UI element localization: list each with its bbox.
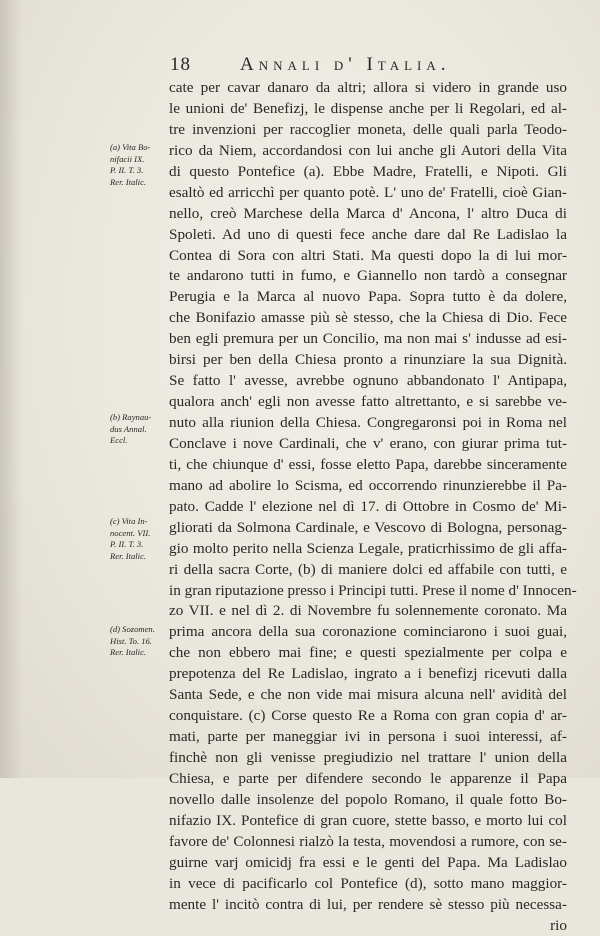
body-text bbox=[169, 78, 567, 936]
margin-note-line: (a) Vita Bo- bbox=[110, 142, 172, 154]
text-line: Conclave i nove Cardinali, che v' erano, con giurar prima tut- bbox=[169, 434, 567, 455]
text-line: Chiesa, e parte per difendere secondo le apparenze il Papa bbox=[169, 769, 567, 790]
text-line: rico da Niem, accordandosi con lui anche gli Autori della Vita bbox=[169, 141, 567, 162]
text-line: in vece di pacificarlo col Pontefice (d), sotto mano maggior- bbox=[169, 874, 567, 895]
text-line: cate per cavar danaro da altri; allora si videro in grande uso bbox=[169, 78, 567, 99]
margin-note-line: dus Annal. bbox=[110, 424, 172, 436]
margin-note-line: Rer. Italic. bbox=[110, 551, 172, 563]
text-line: che non ebbero mai fine; e questi spezialmente per colpa e bbox=[169, 643, 567, 664]
text-line: birsi per ben della Chiesa pronto a rinunziare la sua Dignità. bbox=[169, 350, 567, 371]
margin-note-b bbox=[110, 412, 172, 447]
text-line: mati, parte per maneggiar ivi in persona i suoi interessi, af- bbox=[169, 727, 567, 748]
text-line: che Bonifazio amasse più sè stesso, che la Chiesa di Dio. Fece bbox=[169, 308, 567, 329]
margin-note-line: (b) Raynau- bbox=[110, 412, 172, 424]
text-line: mente l' incitò contra di lui, per rendere sè stesso più necessa- bbox=[169, 895, 567, 916]
text-line: qualora anch' egli non avesse fatto altrettanto, e si sarebbe ve- bbox=[169, 392, 567, 413]
text-line: te andarono tutti in fumo, e Giannello non tardò a consegnar bbox=[169, 266, 567, 287]
text-line: nuto alla riunion della Chiesa. Congregaronsi poi in Roma nel bbox=[169, 413, 567, 434]
page-title: Annali d' Italia. bbox=[240, 54, 451, 76]
text-line: ti, che chiunque d' essi, fosse eletto Papa, darebbe sinceramente bbox=[169, 455, 567, 476]
margin-note-c bbox=[110, 516, 172, 562]
text-line: ben egli premura per un Concilio, ma non mai s' indusse ad esi- bbox=[169, 329, 567, 350]
text-line: Spoleti. Ad uno di questi fece anche dare dal Re Ladislao la bbox=[169, 225, 567, 246]
margin-note-line: P. II. T. 3. bbox=[110, 539, 172, 551]
text-line: pato. Cadde l' elezione nel dì 17. di Ottobre in Cosmo de' Mi- bbox=[169, 497, 567, 518]
text-line: in gran riputazione presso i Principi tutti. Prese il nome d' Innocen- bbox=[169, 581, 567, 602]
text-line: mano ad abolire lo Scisma, ed occorrendo rinunzierebbe il Pa- bbox=[169, 476, 567, 497]
catchword: rio bbox=[169, 916, 567, 936]
text-line: ri della sacra Corte, (b) di maniere dolci ed affabile con tutti, e bbox=[169, 560, 567, 581]
text-line: tre invenzioni per raccoglier moneta, delle quali parla Teodo- bbox=[169, 120, 567, 141]
margin-note-line: nocent. VII. bbox=[110, 528, 172, 540]
text-line: guirne varj omicidj fra essi e le genti del Papa. Ma Ladislao bbox=[169, 853, 567, 874]
margin-note-line: Rer. Italic. bbox=[110, 647, 172, 659]
text-line: prepotenza del Re Ladislao, ingrato a i benefizj ricevuti dalla bbox=[169, 664, 567, 685]
text-line: Se fatto l' avesse, avrebbe ognuno abbandonato l' Antipapa, bbox=[169, 371, 567, 392]
text-line: Contea di Sora con altri Stati. Ma questi dopo la di lui mor- bbox=[169, 246, 567, 267]
text-line: novello dalle insolenze del popolo Romano, il quale fotto Bo- bbox=[169, 790, 567, 811]
text-line: Perugia e la Marca al nuovo Papa. Sopra tutto è da dolere, bbox=[169, 287, 567, 308]
margin-note-line: Eccl. bbox=[110, 435, 172, 447]
margin-note-d bbox=[110, 624, 172, 659]
running-head bbox=[170, 54, 570, 80]
margin-note-line: (d) Sozomen. bbox=[110, 624, 172, 636]
text-line: Santa Sede, e che non vide mai misura alcuna nell' avidità del bbox=[169, 685, 567, 706]
text-line: nello, creò Marchese della Marca d' Ancona, l' altro Duca di bbox=[169, 204, 567, 225]
margin-note-a bbox=[110, 142, 172, 188]
margin-note-line: nifacii IX. bbox=[110, 154, 172, 166]
margin-note-line: P. II. T. 3. bbox=[110, 165, 172, 177]
text-line: nifazio IX. Pontefice di gran cuore, stette basso, e morto lui col bbox=[169, 811, 567, 832]
text-line: finchè non gli venisse pregiudizio nel trattare l' union della bbox=[169, 748, 567, 769]
text-line: prima ancora della sua coronazione cominciarono i suoi guai, bbox=[169, 622, 567, 643]
text-line: di questo Pontefice (a). Ebbe Madre, Fratelli, e Nipoti. Gli bbox=[169, 162, 567, 183]
text-line: gliorati da Solmona Cardinale, e Vescovo di Bologna, personag- bbox=[169, 518, 567, 539]
text-line: esaltò ed arricchì per quanto potè. L' uno de' Fratelli, cioè Gian- bbox=[169, 183, 567, 204]
text-line: gio molto perito nella Scienza Legale, praticrhissimo de gli affa- bbox=[169, 539, 567, 560]
gutter-shadow bbox=[0, 0, 22, 778]
text-line: zo VII. e nel dì 2. di Novembre fu solennemente coronato. Ma bbox=[169, 601, 567, 622]
margin-note-line: Hist. To. 16. bbox=[110, 636, 172, 648]
margin-note-line: Rer. Italic. bbox=[110, 177, 172, 189]
page-number: 18 bbox=[170, 54, 191, 76]
margin-note-line: (c) Vita In- bbox=[110, 516, 172, 528]
text-line: conquistare. (c) Corse questo Re a Roma con gran copia d' ar- bbox=[169, 706, 567, 727]
text-line: favore de' Colonnesi rialzò la testa, movendosi a rumore, con se- bbox=[169, 832, 567, 853]
text-line: le unioni de' Benefizj, le dispense anche per li Regolari, ed al- bbox=[169, 99, 567, 120]
